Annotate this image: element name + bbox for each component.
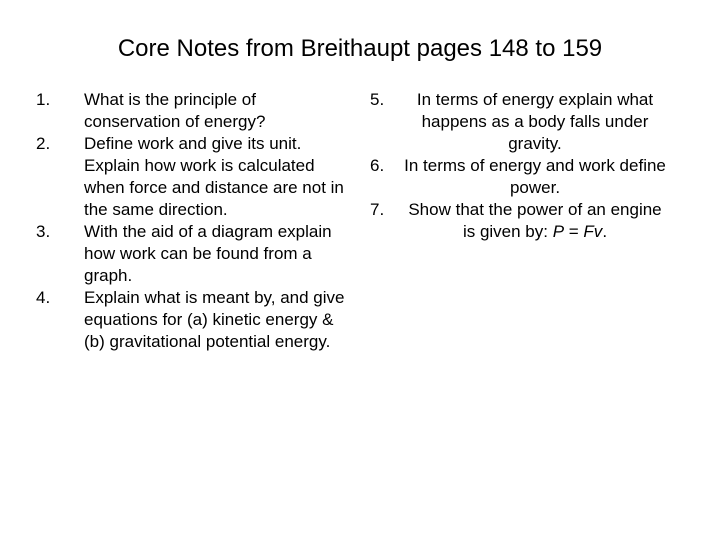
question-item-4 <box>36 287 356 353</box>
question-item-7 <box>370 199 670 243</box>
question-number: 6. <box>370 156 385 175</box>
question-text: In terms of energy explain what happens as a body falls under gravity. <box>416 90 654 153</box>
equation-power-symbol: P <box>552 222 565 241</box>
question-item-2 <box>36 133 356 221</box>
question-text: With the aid of a diagram explain how work can be found from a graph. <box>84 222 332 285</box>
question-text: In terms of energy and work define power. <box>404 156 666 197</box>
question-text: Define work and give its unit. Explain how work is calculated when force and distance are not in the same direction. <box>84 134 344 219</box>
question-item-5 <box>370 89 670 155</box>
equation-end: . <box>602 222 608 241</box>
question-number: 3. <box>36 222 51 241</box>
question-text: What is the principle of conservation of energy? <box>84 90 266 131</box>
question-text: Explain what is meant by, and give equations for (a) kinetic energy & (b) gravitational potential energy. <box>84 288 345 351</box>
question-list-left <box>36 89 356 353</box>
question-number: 4. <box>36 288 51 307</box>
question-item-1 <box>36 89 356 133</box>
question-list-right <box>370 89 670 243</box>
question-number: 1. <box>36 90 51 109</box>
slide-title: Core Notes from Breithaupt pages 148 to 159 <box>117 35 603 62</box>
equation-equals: = <box>564 222 584 241</box>
question-item-3 <box>36 221 356 287</box>
question-item-6 <box>370 155 670 199</box>
question-number: 5. <box>370 90 385 109</box>
question-text-prefix: Show that the power of an engine is given by: <box>408 200 662 241</box>
question-number: 7. <box>370 200 385 219</box>
question-text <box>400 199 670 243</box>
question-number: 2. <box>36 134 51 153</box>
equation-force-velocity: Fv <box>583 222 603 241</box>
